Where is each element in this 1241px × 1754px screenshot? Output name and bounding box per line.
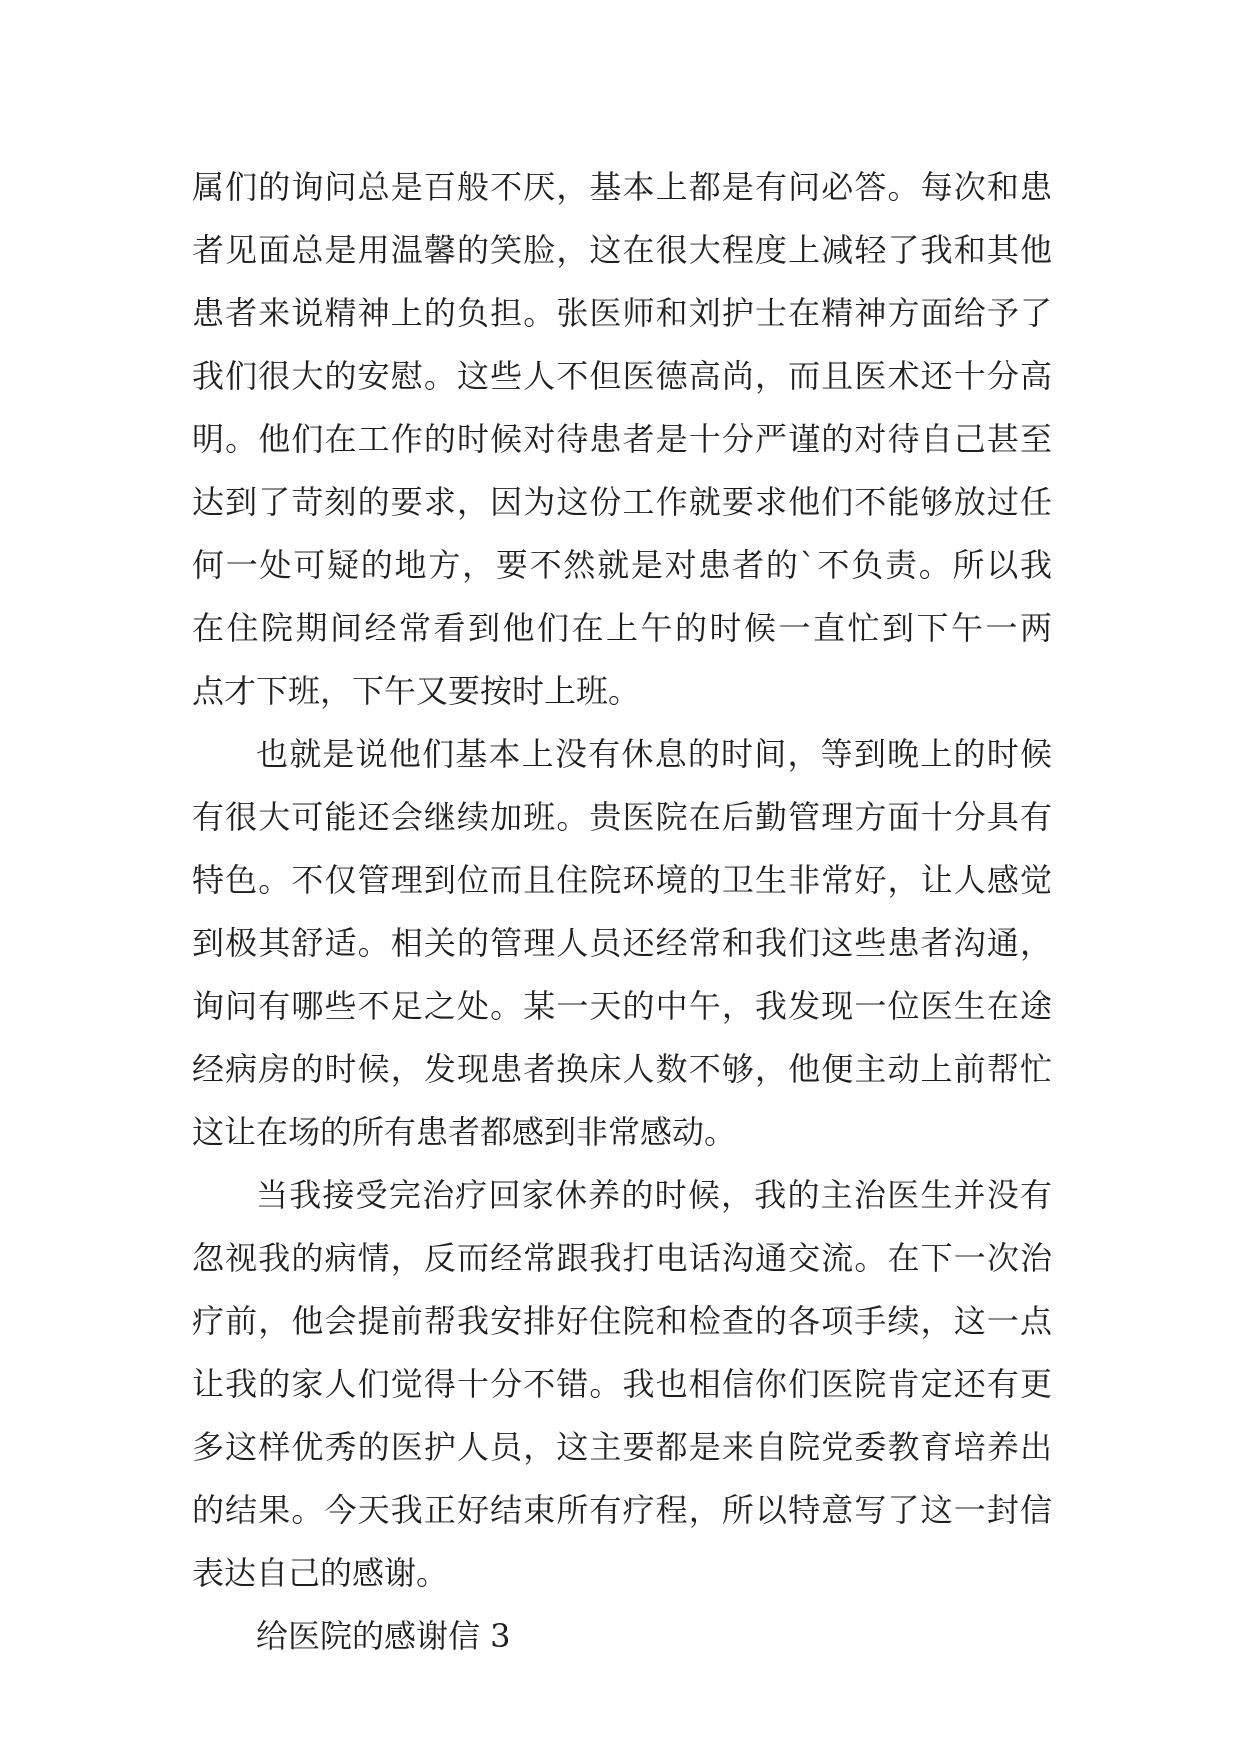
heading-line: 给医院的感谢信 3 [256,1617,511,1655]
text-line: 患者来说精神上的负担。张医师和刘护士在精神方面给予了 [192,294,1052,332]
text-line: 让我的家人们觉得十分不错。我也相信你们医院肯定还有更 [192,1365,1052,1403]
text-line: 也就是说他们基本上没有休息的时间，等到晚上的时候 [256,735,1052,773]
paragraph-2 [192,723,1052,1164]
paragraph-3 [192,1164,1052,1605]
text-line: 的结果。今天我正好结束所有疗程，所以特意写了这一封信 [192,1491,1052,1529]
paragraph-1 [192,156,1052,723]
letter-body [192,156,1052,1668]
text-line: 有很大可能还会继续加班。贵医院在后勤管理方面十分具有 [192,798,1052,836]
text-line: 多这样优秀的医护人员，这主要都是来自院党委教育培养出 [192,1428,1052,1466]
text-line: 我们很大的安慰。这些人不但医德高尚，而且医术还十分高 [192,357,1052,395]
text-line: 当我接受完治疗回家休养的时候，我的主治医生并没有 [256,1176,1052,1214]
text-line: 点才下班，下午又要按时上班。 [192,672,641,710]
text-line: 者见面总是用温馨的笑脸，这在很大程度上减轻了我和其他 [192,231,1052,269]
text-line: 在住院期间经常看到他们在上午的时候一直忙到下午一两 [192,609,1052,647]
section-heading [192,1605,1052,1668]
text-line: 何一处可疑的地方，要不然就是对患者的`不负责。所以我 [192,546,1052,584]
text-line: 表达自己的感谢。 [192,1554,449,1592]
text-line: 到极其舒适。相关的管理人员还经常和我们这些患者沟通， [192,924,1052,962]
text-line: 属们的询问总是百般不厌，基本上都是有问必答。每次和患 [192,168,1052,206]
text-line: 达到了苛刻的要求，因为这份工作就要求他们不能够放过任 [192,483,1052,521]
text-line: 忽视我的病情，反而经常跟我打电话沟通交流。在下一次治 [192,1239,1052,1277]
text-line: 询问有哪些不足之处。某一天的中午，我发现一位医生在途 [192,987,1052,1025]
text-line: 特色。不仅管理到位而且住院环境的卫生非常好，让人感觉 [192,861,1052,899]
text-line: 明。他们在工作的时候对待患者是十分严谨的对待自己甚至 [192,420,1052,458]
text-line: 疗前，他会提前帮我安排好住院和检查的各项手续，这一点 [192,1302,1052,1340]
text-line: 经病房的时候，发现患者换床人数不够，他便主动上前帮忙 [192,1050,1052,1088]
text-line: 这让在场的所有患者都感到非常感动。 [192,1113,737,1151]
